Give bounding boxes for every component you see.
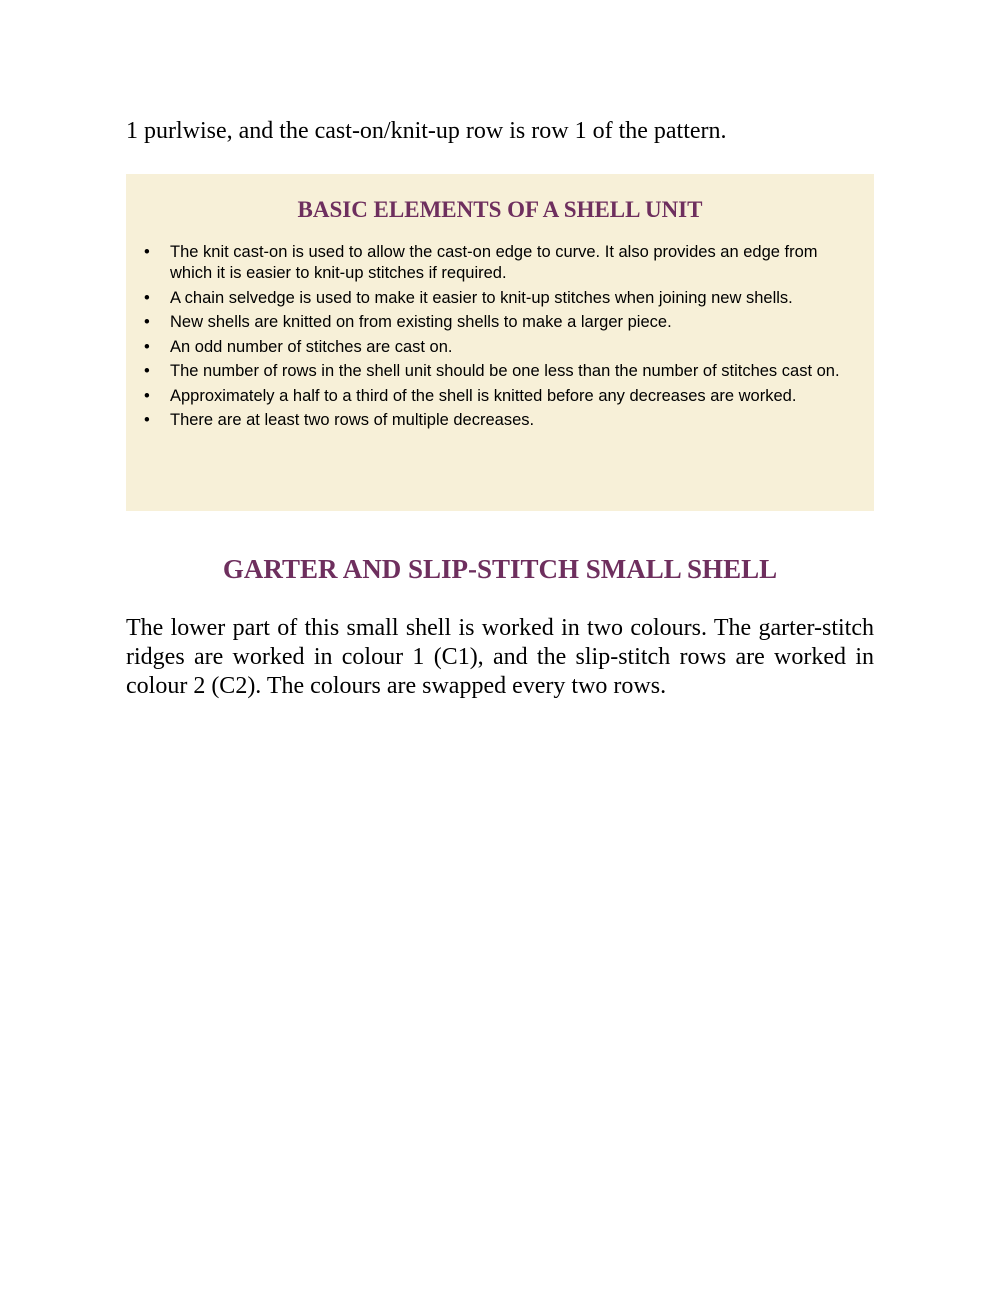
list-item: [126, 361, 874, 382]
list-item: [126, 410, 874, 431]
section-heading: GARTER AND SLIP-STITCH SMALL SHELL: [222, 554, 778, 584]
bullet-icon: •: [144, 411, 150, 429]
info-box: [126, 174, 874, 511]
list-item-text: The number of rows in the shell unit should be one less than the number of stitches cast on.: [170, 362, 840, 380]
info-box-title: BASIC ELEMENTS OF A SHELL UNIT: [297, 197, 703, 222]
list-item-text: Approximately a half to a third of the shell is knitted before any decreases are worked.: [170, 386, 797, 405]
body-paragraph: The lower part of this small shell is worked in two colours. The garter-stitch ridges are worked in colour 1 (C1), and the slip-stitch rows are worked in colour 2 (C2). The colours are swapped every two rows.: [126, 615, 874, 699]
list-item: [126, 288, 874, 309]
list-item-text: A chain selvedge is used to make it easier to knit-up stitches when joining new shells.: [170, 288, 793, 307]
bullet-icon: •: [144, 337, 150, 356]
info-box-list: [126, 242, 874, 435]
list-item-text: The knit cast-on is used to allow the cast-on edge to curve. It also provides an edge from which it is easier to knit-up stitches if required.: [170, 243, 818, 282]
list-item: [126, 242, 874, 284]
list-item: [126, 386, 874, 407]
bullet-icon: •: [144, 313, 150, 331]
bullet-icon: •: [144, 362, 150, 380]
list-item: [126, 337, 874, 358]
list-item-text: New shells are knitted on from existing shells to make a larger piece.: [170, 313, 672, 331]
list-item: [126, 312, 874, 333]
list-item-text: An odd number of stitches are cast on.: [170, 337, 453, 356]
bullet-icon: •: [144, 386, 150, 405]
intro-text: 1 purlwise, and the cast-on/knit-up row is row 1 of the pattern.: [126, 118, 727, 144]
list-item-text: There are at least two rows of multiple decreases.: [170, 411, 535, 429]
bullet-icon: •: [144, 288, 150, 307]
bullet-icon: •: [144, 243, 150, 261]
